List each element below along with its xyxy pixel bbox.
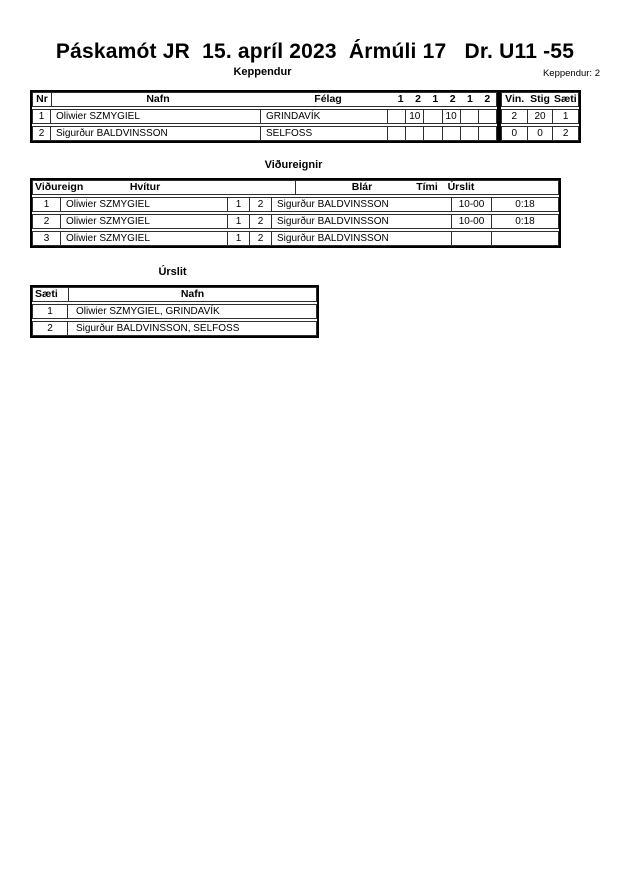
table-row <box>32 126 497 141</box>
stats-header-group <box>502 93 578 106</box>
keppendur-table <box>30 90 499 143</box>
cell-stig: 20 <box>528 110 554 123</box>
cell-vin: 0 <box>502 127 528 140</box>
header-urslit: Úrslit <box>447 181 475 193</box>
table-row <box>32 214 559 229</box>
header-round-5: 1 <box>467 93 473 105</box>
header-nr: Nr <box>33 93 52 106</box>
cell-nr: 1 <box>33 110 51 123</box>
keppendur-stats-table <box>499 90 581 143</box>
cell-saeti: 2 <box>33 322 68 335</box>
header-nafn: Nafn <box>180 288 205 300</box>
section-title-urslit: Úrslit <box>158 266 187 278</box>
header-round-1: 1 <box>397 93 404 105</box>
cell-urslit: 10-00 <box>452 215 492 228</box>
header-round-2: 2 <box>415 93 421 105</box>
cell-round <box>479 127 496 140</box>
cell-nafn: Oliwier SZMYGIEL, GRINDAVÍK <box>76 306 220 317</box>
section-title-vidureignir: Viðureignir <box>264 159 323 171</box>
cell-score-1: 1 <box>228 232 250 245</box>
cell-saeti: 2 <box>562 128 569 139</box>
cell-score-1: 1 <box>228 198 250 211</box>
cell-blar: Sigurður BALDVINSSON <box>272 198 452 211</box>
vidureignir-header-row <box>32 180 559 195</box>
cell-score-1: 1 <box>228 215 250 228</box>
page-title: Páskamót JR 15. apríl 2023 Ármúli 17 Dr. U11 -55 <box>55 40 575 63</box>
cell-saeti: 1 <box>33 305 68 318</box>
cell-hvitur: Oliwier SZMYGIEL <box>61 232 228 245</box>
header-round-3: 1 <box>432 93 439 105</box>
header-saeti: Sæti <box>33 288 69 301</box>
header-stig: Stig <box>530 93 550 105</box>
cell-match-number: 3 <box>33 232 61 245</box>
table-row <box>32 197 559 212</box>
cell-round: 10 <box>406 110 424 123</box>
urslit-header-row <box>32 287 317 302</box>
table-row <box>32 231 559 246</box>
cell-stig: 0 <box>528 127 554 140</box>
keppendur-header-row <box>32 92 497 107</box>
cell-timi: 0:18 <box>515 199 535 210</box>
stats-header-row <box>501 92 579 107</box>
cell-round <box>388 110 406 123</box>
header-round-4: 2 <box>449 93 456 105</box>
table-row <box>32 321 317 336</box>
cell-round <box>479 110 496 123</box>
keppendur-table-group <box>30 90 581 143</box>
table-row <box>32 304 317 319</box>
cell-timi <box>492 232 558 245</box>
cell-blar: Sigurður BALDVINSSON <box>272 232 452 245</box>
header-blar: Blár <box>351 181 373 193</box>
cell-nafn: Sigurður BALDVINSSON, SELFOSS <box>76 323 240 334</box>
cell-round <box>461 127 479 140</box>
cell-round <box>443 127 461 140</box>
cell-round: 10 <box>443 110 461 123</box>
cell-blar: Sigurður BALDVINSSON <box>272 215 452 228</box>
cell-urslit <box>452 232 492 245</box>
header-hvitur: Hvítur <box>129 181 161 193</box>
header-felag: Félag <box>314 93 342 105</box>
section-title-keppendur: Keppendur <box>233 66 292 78</box>
cell-hvitur: Oliwier SZMYGIEL <box>61 215 228 228</box>
header-round-6: 2 <box>484 93 491 105</box>
cell-score-2: 2 <box>250 232 272 245</box>
header-timi: Tími <box>416 181 438 193</box>
competitors-count: Keppendur: 2 <box>542 68 600 79</box>
table-row <box>501 109 579 124</box>
cell-felag: SELFOSS <box>261 127 388 140</box>
cell-match-number: 1 <box>33 198 61 211</box>
header-vidureign: Viðureign <box>35 181 84 193</box>
table-row <box>501 126 579 141</box>
cell-round <box>424 127 442 140</box>
header-nafn: Nafn <box>146 93 170 105</box>
cell-round <box>424 110 442 123</box>
cell-round <box>461 110 479 123</box>
cell-match-number: 2 <box>33 215 61 228</box>
cell-hvitur: Oliwier SZMYGIEL <box>61 198 228 211</box>
header-saeti: Sæti <box>553 93 577 105</box>
keppendur-header-group <box>52 93 496 106</box>
cell-score-2: 2 <box>250 215 272 228</box>
cell-round <box>406 127 424 140</box>
cell-round <box>388 127 406 140</box>
cell-timi: 0:18 <box>515 216 535 227</box>
cell-vin: 2 <box>502 110 528 123</box>
cell-score-2: 2 <box>250 198 272 211</box>
vidureignir-table <box>30 178 561 248</box>
cell-nafn: Oliwier SZMYGIEL <box>51 110 261 123</box>
cell-nr: 2 <box>33 127 51 140</box>
cell-saeti: 1 <box>562 111 569 122</box>
cell-nafn: Sigurður BALDVINSSON <box>51 127 261 140</box>
cell-felag: GRINDAVÍK <box>261 110 388 123</box>
urslit-table <box>30 285 319 338</box>
cell-urslit: 10-00 <box>452 198 492 211</box>
header-vin: Vin. <box>505 93 525 105</box>
table-row <box>32 109 497 124</box>
